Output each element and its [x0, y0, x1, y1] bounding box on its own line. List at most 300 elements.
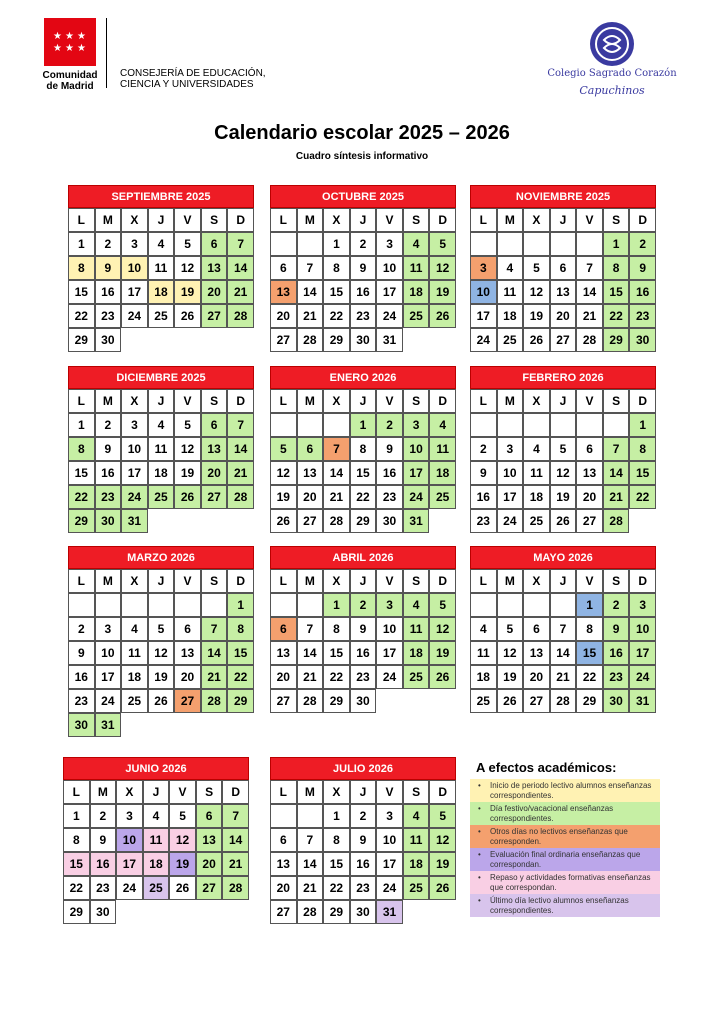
day-cell: 31: [376, 328, 403, 352]
day-cell: 26: [429, 665, 456, 689]
day-cell: 2: [350, 593, 377, 617]
weekday-label: L: [68, 569, 95, 593]
weekday-label: J: [550, 208, 577, 232]
empty-day-cell: [121, 593, 148, 617]
day-cell: 5: [429, 804, 456, 828]
week-row: [270, 876, 456, 900]
day-cell: 12: [169, 828, 196, 852]
day-cell: 25: [148, 304, 175, 328]
day-cell: 31: [121, 509, 148, 533]
weekday-label: J: [148, 208, 175, 232]
month-calendar: [470, 366, 656, 533]
weekday-label: S: [603, 569, 630, 593]
month-header: MAYO 2026: [470, 546, 656, 569]
weekday-label: M: [95, 208, 122, 232]
weekday-label: M: [95, 569, 122, 593]
month-calendar: [270, 757, 456, 924]
month-header: ABRIL 2026: [270, 546, 456, 569]
day-cell: 27: [297, 509, 324, 533]
empty-day-cell: [470, 413, 497, 437]
day-cell: 22: [323, 665, 350, 689]
day-cell: 26: [550, 509, 577, 533]
day-cell: 11: [497, 280, 524, 304]
weekday-label: J: [350, 208, 377, 232]
day-cell: 26: [174, 304, 201, 328]
month-calendar: [270, 185, 456, 352]
week-row: [470, 413, 656, 437]
weekday-row: [68, 389, 254, 413]
day-cell: 10: [95, 641, 122, 665]
weekday-label: D: [629, 389, 656, 413]
day-cell: 20: [196, 852, 223, 876]
blank-cell: [227, 509, 254, 533]
week-row: [470, 689, 656, 713]
day-cell: 19: [174, 280, 201, 304]
day-cell: 21: [550, 665, 577, 689]
week-row: [270, 461, 456, 485]
day-cell: 14: [550, 641, 577, 665]
day-cell: 5: [174, 413, 201, 437]
day-cell: 15: [603, 280, 630, 304]
weekday-label: J: [148, 569, 175, 593]
empty-day-cell: [270, 232, 297, 256]
week-row: [470, 485, 656, 509]
weekday-label: V: [376, 780, 403, 804]
weekday-row: [68, 569, 254, 593]
day-cell: 11: [403, 617, 430, 641]
blank-cell: [227, 328, 254, 352]
day-cell: 26: [148, 689, 175, 713]
day-cell: 6: [270, 617, 297, 641]
week-row: [270, 509, 456, 533]
weekday-label: V: [376, 208, 403, 232]
week-row: [270, 593, 456, 617]
weekday-row: [270, 569, 456, 593]
legend-item: [470, 848, 660, 871]
weekday-label: V: [576, 569, 603, 593]
day-cell: 10: [376, 617, 403, 641]
legend-text: Evaluación final ordinaria enseñanzas que correspondan.: [490, 850, 641, 869]
empty-day-cell: [270, 593, 297, 617]
weekday-label: L: [270, 780, 297, 804]
weekday-label: M: [497, 569, 524, 593]
day-cell: 16: [90, 852, 117, 876]
day-cell: 29: [323, 328, 350, 352]
weekday-row: [470, 208, 656, 232]
day-cell: 28: [227, 485, 254, 509]
day-cell: 5: [270, 437, 297, 461]
day-cell: 12: [429, 828, 456, 852]
day-cell: 15: [68, 461, 95, 485]
day-cell: 24: [95, 689, 122, 713]
blank-cell: [201, 713, 228, 737]
week-row: [270, 256, 456, 280]
week-row: [470, 256, 656, 280]
blank-cell: [429, 328, 456, 352]
page-title: Calendario escolar 2025 – 2026: [214, 122, 510, 144]
day-cell: 13: [576, 461, 603, 485]
blank-cell: [629, 509, 656, 533]
day-cell: 9: [603, 617, 630, 641]
day-cell: 28: [201, 689, 228, 713]
week-row: [68, 328, 254, 352]
bullet-icon: •: [478, 873, 481, 882]
day-cell: 9: [68, 641, 95, 665]
weekday-label: L: [470, 208, 497, 232]
week-row: [470, 437, 656, 461]
weekday-row: [270, 780, 456, 804]
day-cell: 27: [270, 328, 297, 352]
day-cell: 21: [297, 304, 324, 328]
weekday-label: V: [169, 780, 196, 804]
day-cell: 20: [201, 280, 228, 304]
day-cell: 23: [90, 876, 117, 900]
day-cell: 3: [376, 593, 403, 617]
weekday-label: X: [121, 569, 148, 593]
empty-day-cell: [470, 232, 497, 256]
weekday-label: X: [323, 569, 350, 593]
legend-text: Otros días no lectivos enseñanzas que corresponden.: [490, 827, 628, 846]
week-row: [68, 413, 254, 437]
day-cell: 23: [68, 689, 95, 713]
weekday-label: S: [603, 208, 630, 232]
day-cell: 3: [121, 413, 148, 437]
day-cell: 20: [270, 876, 297, 900]
day-cell: 30: [350, 328, 377, 352]
empty-day-cell: [603, 413, 630, 437]
week-row: [68, 461, 254, 485]
day-cell: 14: [227, 256, 254, 280]
day-cell: 14: [576, 280, 603, 304]
day-cell: 25: [470, 689, 497, 713]
weekday-label: D: [429, 569, 456, 593]
day-cell: 29: [350, 509, 377, 533]
day-cell: 27: [523, 689, 550, 713]
day-cell: 5: [429, 593, 456, 617]
day-cell: 22: [227, 665, 254, 689]
weekday-label: D: [629, 208, 656, 232]
day-cell: 24: [497, 509, 524, 533]
week-row: [470, 593, 656, 617]
week-row: [270, 665, 456, 689]
day-cell: 16: [95, 461, 122, 485]
week-row: [270, 328, 456, 352]
blank-cell: [429, 509, 456, 533]
page-subtitle: Cuadro síntesis informativo: [295, 151, 429, 162]
blank-cell: [148, 328, 175, 352]
day-cell: 28: [576, 328, 603, 352]
weekday-label: X: [116, 780, 143, 804]
day-cell: 1: [68, 413, 95, 437]
comunidad-madrid-logo: ★ ★ ★ ★ ★ ★: [44, 18, 96, 66]
day-cell: 6: [201, 232, 228, 256]
empty-day-cell: [550, 232, 577, 256]
week-row: [270, 852, 456, 876]
day-cell: 10: [497, 461, 524, 485]
blank-cell: [116, 900, 143, 924]
day-cell: 21: [297, 665, 324, 689]
week-row: [470, 665, 656, 689]
day-cell: 29: [68, 328, 95, 352]
day-cell: 11: [121, 641, 148, 665]
day-cell: 20: [523, 665, 550, 689]
day-cell: 30: [603, 689, 630, 713]
day-cell: 3: [95, 617, 122, 641]
day-cell: 9: [350, 617, 377, 641]
day-cell: 15: [63, 852, 90, 876]
day-cell: 24: [470, 328, 497, 352]
day-cell: 19: [270, 485, 297, 509]
week-row: [470, 509, 656, 533]
weekday-label: M: [95, 389, 122, 413]
day-cell: 2: [376, 413, 403, 437]
day-cell: 13: [523, 641, 550, 665]
day-cell: 14: [201, 641, 228, 665]
weekday-label: V: [174, 208, 201, 232]
day-cell: 28: [323, 509, 350, 533]
day-cell: 13: [297, 461, 324, 485]
month-header: NOVIEMBRE 2025: [470, 185, 656, 208]
week-row: [68, 593, 254, 617]
day-cell: 6: [270, 256, 297, 280]
empty-day-cell: [297, 804, 324, 828]
week-row: [270, 828, 456, 852]
day-cell: 13: [270, 280, 297, 304]
day-cell: 19: [429, 641, 456, 665]
week-row: [68, 509, 254, 533]
day-cell: 6: [576, 437, 603, 461]
empty-day-cell: [297, 232, 324, 256]
day-cell: 14: [323, 461, 350, 485]
week-row: [68, 280, 254, 304]
day-cell: 4: [403, 593, 430, 617]
day-cell: 3: [376, 804, 403, 828]
empty-day-cell: [95, 593, 122, 617]
day-cell: 5: [429, 232, 456, 256]
empty-day-cell: [297, 593, 324, 617]
day-cell: 6: [196, 804, 223, 828]
day-cell: 12: [429, 617, 456, 641]
month-header: MARZO 2026: [68, 546, 254, 569]
legend-items: [470, 779, 660, 917]
day-cell: 29: [227, 689, 254, 713]
weekday-label: X: [121, 208, 148, 232]
day-cell: 11: [403, 828, 430, 852]
day-cell: 28: [227, 304, 254, 328]
day-cell: 25: [403, 665, 430, 689]
day-cell: 31: [629, 689, 656, 713]
day-cell: 6: [270, 828, 297, 852]
day-cell: 19: [429, 852, 456, 876]
week-row: [270, 900, 456, 924]
day-cell: 4: [121, 617, 148, 641]
day-cell: 13: [201, 256, 228, 280]
day-cell: 14: [297, 280, 324, 304]
day-cell: 8: [63, 828, 90, 852]
day-cell: 22: [68, 485, 95, 509]
blank-cell: [143, 900, 170, 924]
day-cell: 2: [350, 232, 377, 256]
blank-cell: [222, 900, 249, 924]
day-cell: 26: [429, 876, 456, 900]
day-cell: 7: [603, 437, 630, 461]
empty-day-cell: [270, 413, 297, 437]
day-cell: 21: [323, 485, 350, 509]
day-cell: 9: [470, 461, 497, 485]
day-cell: 8: [227, 617, 254, 641]
month-calendar: [470, 546, 656, 713]
day-cell: 6: [523, 617, 550, 641]
day-cell: 25: [497, 328, 524, 352]
day-cell: 25: [143, 876, 170, 900]
weekday-label: J: [350, 569, 377, 593]
day-cell: 25: [429, 485, 456, 509]
day-cell: 17: [376, 641, 403, 665]
day-cell: 27: [201, 304, 228, 328]
day-cell: 16: [470, 485, 497, 509]
day-cell: 15: [350, 461, 377, 485]
day-cell: 15: [629, 461, 656, 485]
weekday-label: M: [297, 569, 324, 593]
week-row: [270, 485, 456, 509]
week-row: [68, 617, 254, 641]
weekday-label: S: [403, 780, 430, 804]
week-row: [68, 641, 254, 665]
weekday-label: V: [174, 389, 201, 413]
day-cell: 15: [68, 280, 95, 304]
weekday-label: S: [403, 389, 430, 413]
blank-cell: [227, 713, 254, 737]
day-cell: 1: [629, 413, 656, 437]
week-row: [68, 256, 254, 280]
weekday-label: X: [323, 389, 350, 413]
legend-text: Día festivo/vacacional enseñanzas correspondientes.: [490, 804, 614, 823]
day-cell: 28: [222, 876, 249, 900]
day-cell: 12: [429, 256, 456, 280]
day-cell: 2: [95, 232, 122, 256]
weekday-label: J: [148, 389, 175, 413]
day-cell: 26: [429, 304, 456, 328]
month-calendar: [470, 185, 656, 352]
weekday-label: V: [174, 569, 201, 593]
day-cell: 24: [116, 876, 143, 900]
day-cell: 30: [68, 713, 95, 737]
day-cell: 25: [148, 485, 175, 509]
week-row: [470, 641, 656, 665]
day-cell: 13: [270, 852, 297, 876]
day-cell: 2: [90, 804, 117, 828]
day-cell: 24: [376, 304, 403, 328]
legend-title: A efectos académicos:: [476, 760, 617, 775]
week-row: [270, 804, 456, 828]
day-cell: 18: [148, 280, 175, 304]
empty-day-cell: [174, 593, 201, 617]
day-cell: 12: [497, 641, 524, 665]
day-cell: 11: [470, 641, 497, 665]
day-cell: 25: [121, 689, 148, 713]
day-cell: 5: [148, 617, 175, 641]
legend-item: [470, 779, 660, 802]
day-cell: 8: [68, 256, 95, 280]
week-row: [470, 461, 656, 485]
day-cell: 18: [403, 280, 430, 304]
day-cell: 14: [603, 461, 630, 485]
day-cell: 21: [227, 461, 254, 485]
weekday-label: D: [629, 569, 656, 593]
day-cell: 16: [629, 280, 656, 304]
day-cell: 14: [297, 641, 324, 665]
legend-text: Último día lectivo alumnos enseñanzas correspondientes.: [490, 896, 629, 915]
day-cell: 24: [376, 876, 403, 900]
day-cell: 26: [169, 876, 196, 900]
day-cell: 22: [323, 304, 350, 328]
week-row: [68, 665, 254, 689]
day-cell: 24: [403, 485, 430, 509]
day-cell: 11: [429, 437, 456, 461]
day-cell: 16: [68, 665, 95, 689]
month-header: JUNIO 2026: [63, 757, 249, 780]
week-row: [470, 280, 656, 304]
weekday-row: [68, 208, 254, 232]
weekday-label: D: [429, 389, 456, 413]
empty-day-cell: [523, 413, 550, 437]
weekday-label: S: [403, 208, 430, 232]
empty-day-cell: [201, 593, 228, 617]
day-cell: 6: [174, 617, 201, 641]
bullet-icon: •: [478, 827, 481, 836]
day-cell: 13: [196, 828, 223, 852]
day-cell: 22: [350, 485, 377, 509]
weekday-label: X: [523, 389, 550, 413]
day-cell: 27: [174, 689, 201, 713]
day-cell: 17: [116, 852, 143, 876]
day-cell: 8: [350, 437, 377, 461]
day-cell: 13: [270, 641, 297, 665]
day-cell: 19: [429, 280, 456, 304]
day-cell: 25: [403, 876, 430, 900]
day-cell: 19: [523, 304, 550, 328]
day-cell: 24: [376, 665, 403, 689]
day-cell: 29: [603, 328, 630, 352]
dept-line-2: CIENCIA Y UNIVERSIDADES: [120, 79, 254, 90]
day-cell: 29: [68, 509, 95, 533]
blank-cell: [174, 328, 201, 352]
day-cell: 3: [121, 232, 148, 256]
day-cell: 25: [523, 509, 550, 533]
legend-text: Repaso y actividades formativas enseñanzas que correspondan.: [490, 873, 651, 892]
day-cell: 28: [297, 328, 324, 352]
day-cell: 18: [403, 852, 430, 876]
blank-cell: [121, 713, 148, 737]
weekday-label: J: [350, 389, 377, 413]
month-calendar: [68, 546, 254, 737]
week-row: [270, 617, 456, 641]
month-calendar: [63, 757, 249, 924]
day-cell: 31: [95, 713, 122, 737]
day-cell: 26: [497, 689, 524, 713]
week-row: [270, 304, 456, 328]
weekday-label: X: [523, 569, 550, 593]
day-cell: 21: [297, 876, 324, 900]
blank-cell: [403, 689, 430, 713]
day-cell: 23: [95, 304, 122, 328]
day-cell: 2: [629, 232, 656, 256]
day-cell: 29: [63, 900, 90, 924]
weekday-label: L: [470, 389, 497, 413]
legend: [470, 760, 660, 917]
day-cell: 30: [350, 900, 377, 924]
weekday-label: D: [429, 208, 456, 232]
